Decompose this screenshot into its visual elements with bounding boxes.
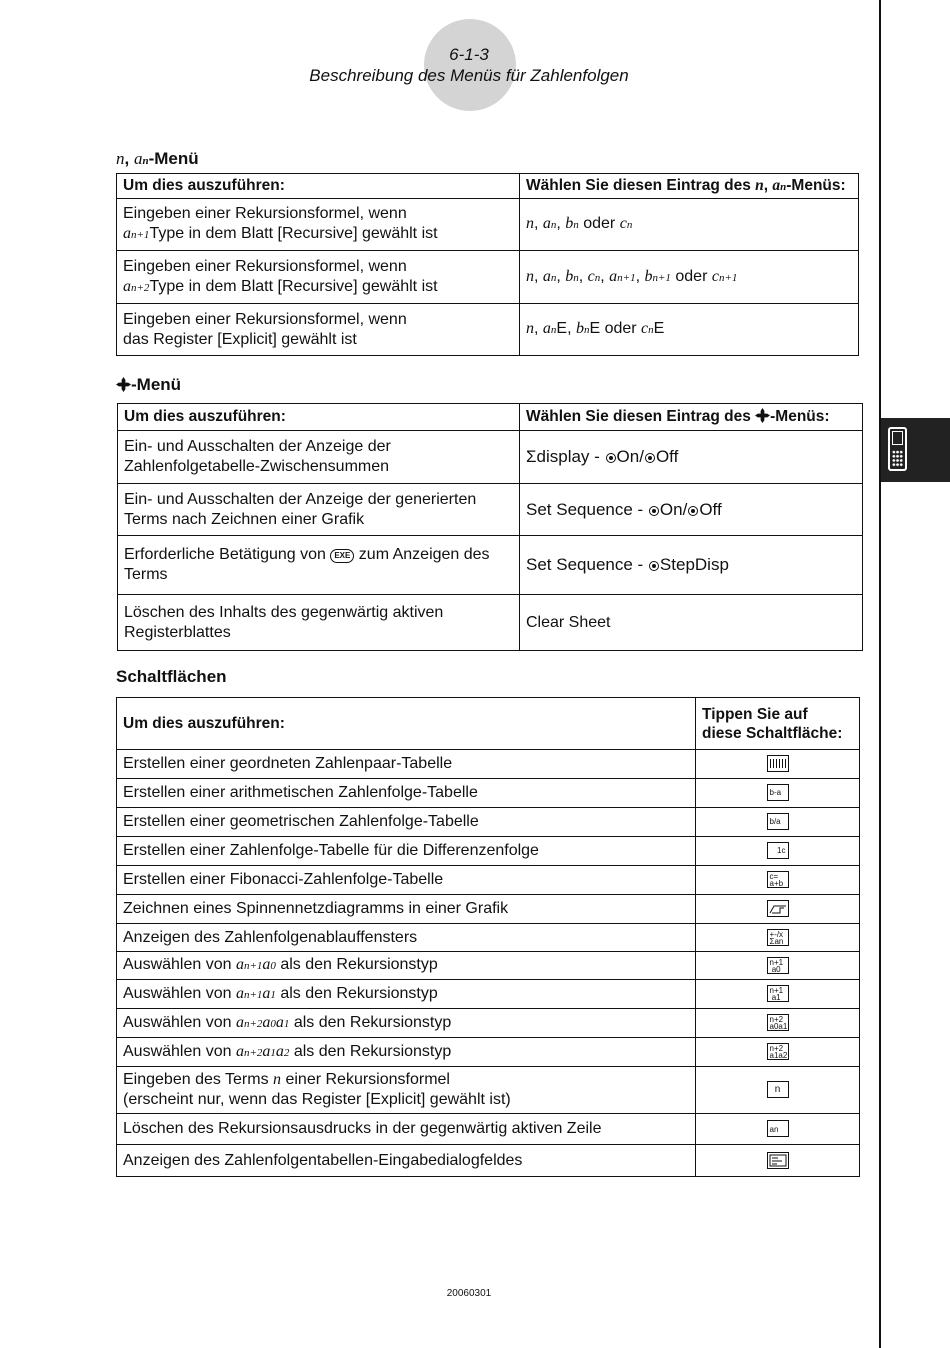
table-row <box>117 808 860 837</box>
section-title-key-menu: -Menü <box>116 375 181 395</box>
table-row <box>117 952 860 980</box>
radio-icon <box>688 506 698 516</box>
action-cell: Eingeben einer Rekursionsformel, wenn das Register [Explicit] gewählt ist <box>117 304 520 356</box>
page-number-circle <box>424 19 516 111</box>
table-row <box>117 1145 860 1177</box>
menu-entry-cell: Set Sequence - On/ Off <box>520 484 863 536</box>
action-cell: Auswählen von an+1a0 als den Rekursionstyp <box>117 952 696 980</box>
arithmetic-sequence-icon[interactable]: b-a <box>767 784 789 801</box>
action-cell: Eingeben des Terms n einer Rekursionsformel (erscheint nur, wenn das Register [Explicit] gewählt ist) <box>117 1067 696 1114</box>
table-header-row <box>117 698 860 750</box>
action-cell: Eingeben einer Rekursionsformel, wenn an+2Type in dem Blatt [Recursive] gewählt ist <box>117 251 520 304</box>
action-cell: Anzeigen des Zahlenfolgenablauffensters <box>117 924 696 952</box>
action-cell: Erstellen einer geometrischen Zahlenfolge-Tabelle <box>117 808 696 837</box>
chapter-tab <box>881 418 950 482</box>
input-dialog-icon[interactable] <box>767 1152 789 1169</box>
column-header: Wählen Sie diesen Eintrag des n, an-Menüs: <box>520 174 859 199</box>
action-cell: Eingeben einer Rekursionsformel, wenn an+1Type in dem Blatt [Recursive] gewählt ist <box>117 199 520 251</box>
table-row <box>117 304 859 356</box>
column-header: Um dies auszuführen: <box>117 698 696 750</box>
action-cell: Erstellen einer arithmetischen Zahlenfolge-Tabelle <box>117 779 696 808</box>
action-cell: Erstellen einer Zahlenfolge-Tabelle für die Differenzenfolge <box>117 837 696 866</box>
fibonacci-icon[interactable]: c= a+b <box>767 871 789 888</box>
table-row <box>117 895 860 924</box>
table-row <box>118 484 863 536</box>
table-row <box>117 1067 860 1114</box>
section-title-n-an-menu: n, an-Menü <box>116 149 199 168</box>
table-row <box>117 1038 860 1067</box>
exe-key-icon: EXE <box>330 549 354 563</box>
n-term-icon[interactable]: n <box>767 1081 789 1098</box>
cobweb-icon[interactable] <box>767 900 789 917</box>
action-cell: Anzeigen des Zahlenfolgentabellen-Eingabedialogfeldes <box>117 1145 696 1177</box>
recursion-type-icon[interactable]: n+2 a1a2 <box>767 1043 789 1060</box>
table-header-row <box>118 404 863 431</box>
page-title: Beschreibung des Menüs für Zahlenfolgen <box>309 66 629 85</box>
recursion-type-icon[interactable]: n+1 a0 <box>767 957 789 974</box>
recursion-type-icon[interactable]: n+2 a0a1 <box>767 1014 789 1031</box>
action-cell: Ein- und Ausschalten der Anzeige der generierten Terms nach Zeichnen einer Grafik <box>118 484 520 536</box>
section-title-buttons: Schaltflächen <box>116 667 227 686</box>
table-row <box>117 750 860 779</box>
radio-icon <box>649 561 659 571</box>
radio-icon <box>645 453 655 463</box>
column-header: Um dies auszuführen: <box>117 174 520 199</box>
n-an-menu-table <box>116 173 859 356</box>
key-menu-table <box>117 403 863 651</box>
table-row <box>118 431 863 484</box>
table-row <box>118 595 863 651</box>
menu-entry-cell: n, anE, bnE oder cnE <box>520 304 859 356</box>
action-cell: Zeichnen eines Spinnennetzdiagramms in einer Grafik <box>117 895 696 924</box>
table-row <box>117 980 860 1009</box>
table-row <box>118 536 863 595</box>
action-cell: Löschen des Rekursionsausdrucks in der gegenwärtig aktiven Zeile <box>117 1114 696 1145</box>
column-header: Um dies auszuführen: <box>118 404 520 431</box>
difference-sequence-icon[interactable]: 1c <box>767 842 789 859</box>
geometric-sequence-icon[interactable]: b/a <box>767 813 789 830</box>
key-menu-icon <box>116 377 131 392</box>
key-menu-icon <box>755 408 770 423</box>
sequence-window-icon[interactable]: +-/x Σan <box>767 929 789 946</box>
table-row <box>117 199 859 251</box>
menu-entry-cell: n, an, bn, cn, an+1, bn+1 oder cn+1 <box>520 251 859 304</box>
action-cell: Auswählen von an+2a0a1 als den Rekursionstyp <box>117 1009 696 1038</box>
delete-expression-icon[interactable]: an <box>767 1120 789 1137</box>
table-row <box>117 924 860 952</box>
table-header-row <box>117 174 859 199</box>
menu-entry-cell: Σdisplay - On/ Off <box>520 431 863 484</box>
table-row <box>117 251 859 304</box>
column-header: Wählen Sie diesen Eintrag des -Menüs: <box>520 404 863 431</box>
action-cell: Erstellen einer geordneten Zahlenpaar-Tabelle <box>117 750 696 779</box>
action-cell: Löschen des Inhalts des gegenwärtig aktiven Registerblattes <box>118 595 520 651</box>
menu-entry-cell: Clear Sheet <box>520 595 863 651</box>
table-row <box>117 866 860 895</box>
page-number: 6-1-3 <box>449 45 489 64</box>
action-cell: Ein- und Ausschalten der Anzeige der Zahlenfolgetabelle-Zwischensummen <box>118 431 520 484</box>
buttons-table <box>116 697 860 1177</box>
action-cell: Erstellen einer Fibonacci-Zahlenfolge-Tabelle <box>117 866 696 895</box>
action-cell: Auswählen von an+1a1 als den Rekursionstyp <box>117 980 696 1009</box>
table-row <box>117 837 860 866</box>
column-header: Tippen Sie auf diese Schaltfläche: <box>696 698 860 750</box>
footer-code: 20060301 <box>446 1288 492 1299</box>
calculator-icon <box>888 427 907 471</box>
menu-entry-cell: n, an, bn oder cn <box>520 199 859 251</box>
table-row <box>117 1009 860 1038</box>
radio-icon <box>606 453 616 463</box>
menu-entry-cell: Set Sequence - StepDisp <box>520 536 863 595</box>
action-cell: Auswählen von an+2a1a2 als den Rekursionstyp <box>117 1038 696 1067</box>
ordered-pair-table-icon[interactable] <box>767 755 789 772</box>
recursion-type-icon[interactable]: n+1 a1 <box>767 985 789 1002</box>
table-row <box>117 1114 860 1145</box>
right-margin-rule <box>879 0 881 1348</box>
action-cell: Erforderliche Betätigung von EXE zum Anzeigen des Terms <box>118 536 520 595</box>
radio-icon <box>649 506 659 516</box>
table-row <box>117 779 860 808</box>
